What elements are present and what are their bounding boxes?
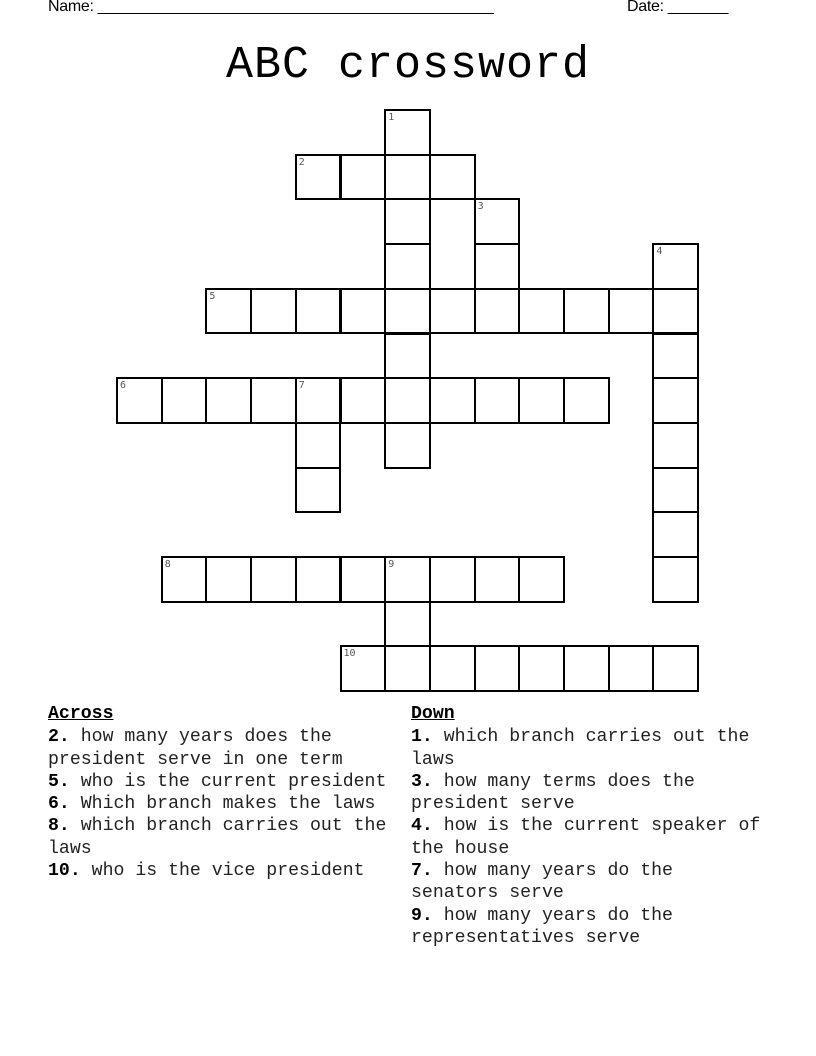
clue-number: 10. [48, 861, 81, 882]
cell-number: 7 [298, 380, 305, 392]
crossword-cell[interactable] [474, 243, 521, 290]
name-label: Name: [48, 0, 98, 15]
crossword-cell[interactable] [652, 467, 699, 514]
crossword-cell[interactable] [295, 556, 342, 603]
crossword-cell[interactable] [474, 198, 521, 245]
clue-number: 1. [411, 727, 433, 748]
crossword-cell[interactable] [652, 511, 699, 558]
clue-across-5 [48, 771, 408, 793]
clue-number: 7. [411, 861, 433, 882]
crossword-cell[interactable] [295, 154, 342, 201]
clue-number: 2. [48, 727, 70, 748]
crossword-cell[interactable] [340, 154, 387, 201]
clue-number: 4. [411, 816, 433, 837]
clue-text: who is the vice president [80, 861, 365, 882]
crossword-cell[interactable] [116, 377, 163, 424]
crossword-cell[interactable] [563, 288, 610, 335]
crossword-cell[interactable] [384, 109, 431, 156]
clue-number: 9. [411, 905, 433, 926]
clue-number: 3. [411, 771, 433, 792]
clue-down-4 [411, 815, 771, 860]
crossword-cell[interactable] [429, 377, 476, 424]
clue-text: Which branch makes the laws [69, 794, 376, 815]
crossword-cell[interactable] [474, 377, 521, 424]
clue-text: how many years do the representatives serve [411, 905, 673, 948]
crossword-cell[interactable] [429, 556, 476, 603]
across-heading: Across [48, 704, 114, 724]
crossword-cell[interactable] [250, 377, 297, 424]
cell-number: 10 [343, 648, 356, 660]
cell-number: 5 [209, 290, 216, 302]
crossword-cell[interactable] [608, 288, 655, 335]
crossword-cell[interactable] [384, 198, 431, 245]
crossword-cell[interactable] [429, 288, 476, 335]
name-blank[interactable]: ______________________________________________ [97, 0, 494, 15]
crossword-cell[interactable] [384, 333, 431, 380]
across-clues [48, 703, 408, 882]
cell-number: 4 [656, 246, 663, 258]
crossword-cell[interactable] [474, 645, 521, 692]
clue-number: 8. [48, 816, 70, 837]
crossword-cell[interactable] [429, 154, 476, 201]
cell-number: 2 [298, 156, 305, 168]
crossword-cell[interactable] [652, 556, 699, 603]
crossword-cell[interactable] [340, 645, 387, 692]
crossword-grid [117, 110, 699, 692]
crossword-cell[interactable] [295, 288, 342, 335]
crossword-cell[interactable] [295, 377, 342, 424]
crossword-cell[interactable] [340, 288, 387, 335]
clue-text: how many terms does the president serve [411, 771, 695, 815]
crossword-cell[interactable] [518, 377, 565, 424]
crossword-cell[interactable] [652, 243, 699, 290]
crossword-cell[interactable] [474, 288, 521, 335]
crossword-cell[interactable] [474, 556, 521, 603]
crossword-cell[interactable] [295, 422, 342, 469]
clue-text: how many years do the senators serve [411, 861, 673, 904]
clue-down-3 [411, 771, 771, 816]
clue-text: which branch carries out the laws [411, 727, 750, 770]
cell-number: 9 [388, 559, 395, 570]
cell-number: 8 [164, 559, 171, 570]
crossword-cell[interactable] [384, 556, 431, 603]
cell-number: 6 [120, 380, 127, 392]
crossword-cell[interactable] [384, 377, 431, 424]
crossword-cell[interactable] [384, 154, 431, 201]
page-title: ABC crossword [225, 40, 591, 91]
crossword-cell[interactable] [340, 377, 387, 424]
clue-text: who is the current president [69, 771, 387, 792]
clue-down-1 [411, 726, 771, 771]
crossword-cell[interactable] [384, 243, 431, 290]
crossword-cell[interactable] [652, 288, 699, 335]
crossword-cell[interactable] [384, 422, 431, 469]
clue-across-8 [48, 815, 408, 860]
date-blank[interactable]: _______ [667, 0, 729, 15]
crossword-cell[interactable] [161, 556, 208, 603]
down-heading: Down [411, 704, 455, 724]
name-field [48, 0, 493, 16]
clue-text: how is the current speaker of the house [411, 816, 761, 859]
date-label: Date: [627, 0, 668, 15]
crossword-cell[interactable] [429, 645, 476, 692]
date-field [627, 0, 728, 16]
crossword-cell[interactable] [205, 377, 252, 424]
clue-across-10 [48, 860, 408, 882]
crossword-cell[interactable] [384, 288, 431, 335]
crossword-cell[interactable] [250, 556, 297, 603]
clue-text: which branch carries out the laws [48, 816, 387, 859]
down-clues [411, 703, 771, 949]
cell-number: 3 [477, 201, 484, 213]
crossword-cell[interactable] [652, 422, 699, 469]
crossword-cell[interactable] [518, 556, 565, 603]
clue-across-6 [48, 793, 408, 815]
clue-down-7 [411, 860, 771, 905]
crossword-cell[interactable] [652, 645, 699, 692]
clue-across-2 [48, 726, 408, 771]
clue-number: 6. [48, 794, 70, 815]
clue-number: 5. [48, 771, 70, 792]
clue-text: how many years does the president serve in one term [48, 727, 343, 770]
cell-number: 1 [388, 112, 395, 123]
clue-down-9 [411, 905, 771, 950]
crossword-cell[interactable] [384, 645, 431, 692]
crossword-cell[interactable] [563, 377, 610, 424]
crossword-cell[interactable] [250, 288, 297, 335]
crossword-cell[interactable] [652, 377, 699, 424]
crossword-cell[interactable] [295, 467, 342, 514]
crossword-cell[interactable] [161, 377, 208, 424]
crossword-cell[interactable] [340, 556, 387, 603]
crossword-cell[interactable] [518, 645, 565, 692]
crossword-cell[interactable] [652, 333, 699, 380]
crossword-cell[interactable] [205, 288, 252, 335]
crossword-cell[interactable] [608, 645, 655, 692]
crossword-cell[interactable] [563, 645, 610, 692]
crossword-cell[interactable] [518, 288, 565, 335]
crossword-cell[interactable] [205, 556, 252, 603]
crossword-cell[interactable] [384, 601, 431, 648]
